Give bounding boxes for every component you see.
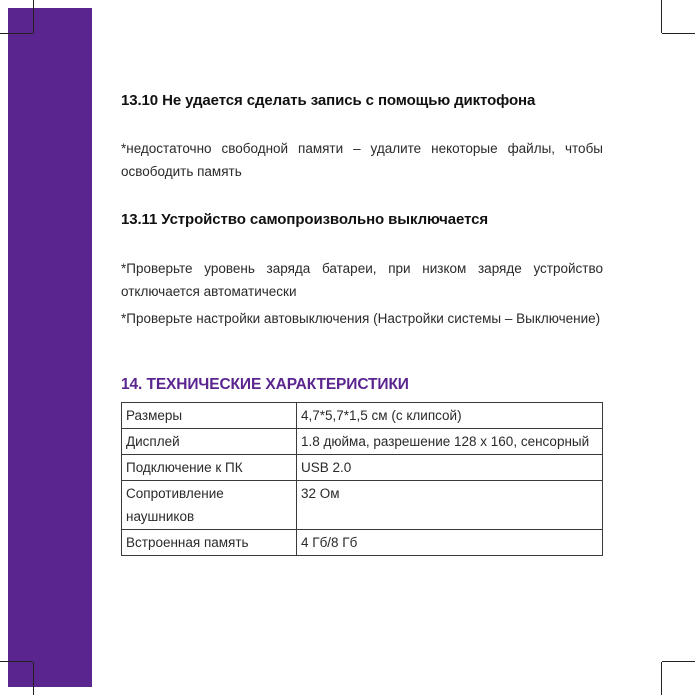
spec-value: 1.8 дюйма, разрешение 128 x 160, сенсорный [297, 429, 603, 455]
crop-mark-top-left-h [0, 33, 33, 34]
spec-value: USB 2.0 [297, 455, 603, 481]
spec-key: Подключение к ПК [122, 455, 297, 481]
section-text-13-10: *недостаточно свободной памяти – удалите некоторые файлы, чтобы освободить память [121, 141, 603, 179]
spec-key: Встроенная память [122, 530, 297, 556]
spec-value: 4 Гб/8 Гб [297, 530, 603, 556]
table-row [122, 403, 603, 429]
crop-mark-bottom-left-v [33, 662, 34, 695]
specs-table [121, 402, 603, 556]
section-heading-13-10: 13.10 Не удается сделать запись с помощью диктофона [121, 92, 536, 109]
section-heading-13-11: 13.11 Устройство самопроизвольно выключается [121, 211, 489, 228]
crop-mark-bottom-right-h [662, 661, 695, 662]
section-text-13-11-a: *Проверьте уровень заряда батареи, при низком заряде устройство отключается автоматически [121, 261, 603, 299]
purple-sidebar-band [8, 8, 92, 687]
crop-mark-top-right-h [662, 33, 695, 34]
spec-key: Дисплей [122, 429, 297, 455]
crop-mark-top-right-v [661, 0, 662, 33]
table-row [122, 481, 603, 530]
crop-mark-top-left-v [33, 0, 34, 33]
crop-mark-bottom-right-v [661, 662, 662, 695]
table-row [122, 530, 603, 556]
spec-key: Размеры [122, 403, 297, 429]
table-row [122, 429, 603, 455]
spec-key: Сопротивление наушников [122, 481, 297, 530]
spec-value: 32 Ом [297, 481, 603, 530]
section-text-13-11-b: *Проверьте настройки автовыключения (Настройки системы – Выключение) [121, 311, 601, 326]
spec-value: 4,7*5,7*1,5 см (с клипсой) [297, 403, 603, 429]
crop-mark-bottom-left-h [0, 661, 33, 662]
table-row [122, 455, 603, 481]
specs-heading: 14. ТЕХНИЧЕСКИЕ ХАРАКТЕРИСТИКИ [121, 376, 409, 393]
